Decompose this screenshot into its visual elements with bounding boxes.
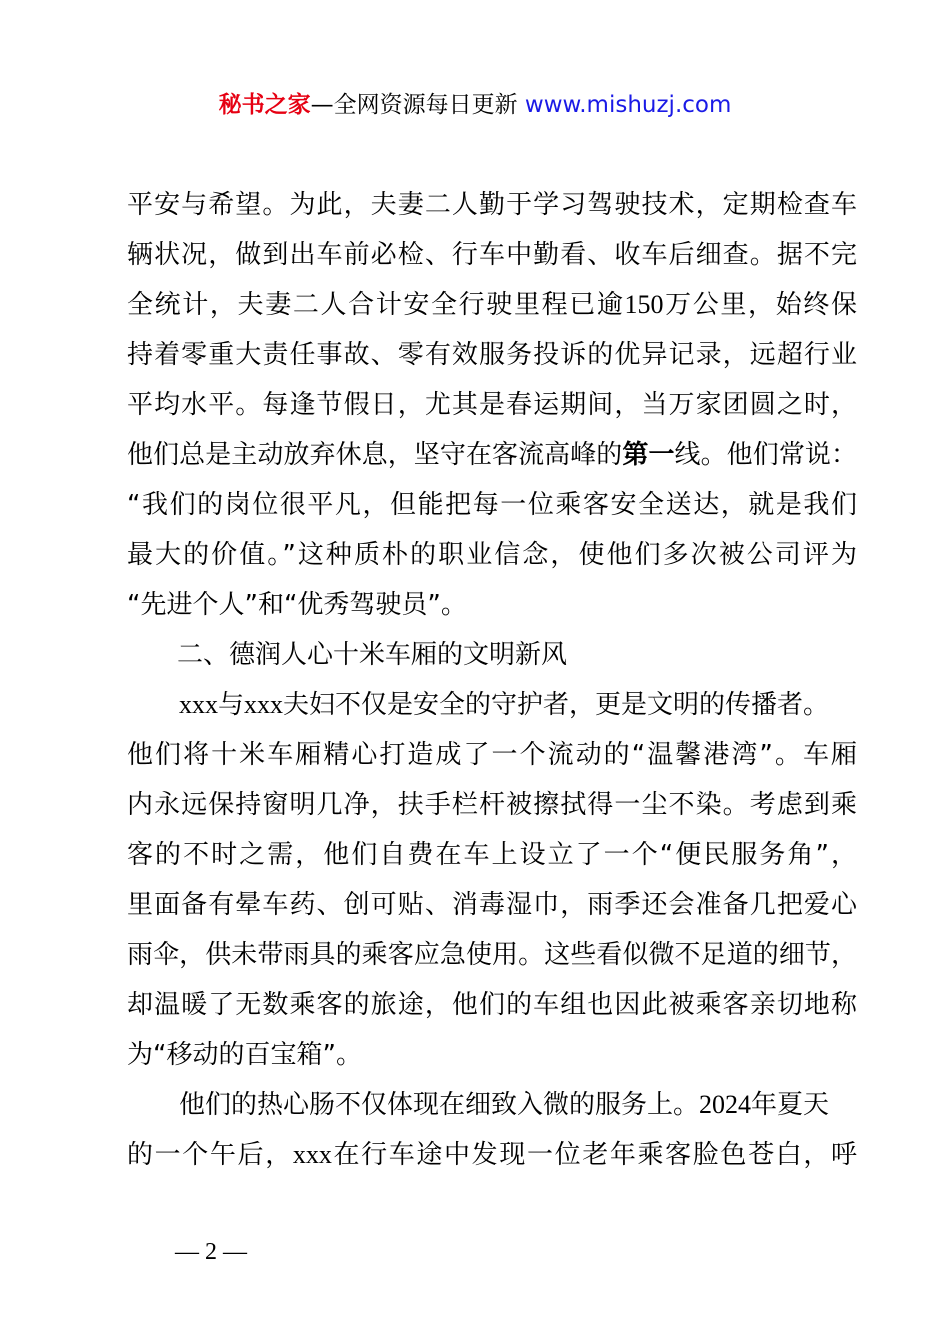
text-fragment: 夫妇不仅是安全的守护者，更是文明的传播者。 [283,690,830,720]
document-body [127,180,857,1180]
text-line [127,1130,857,1180]
header-tagline: —全网资源每日更新 [310,92,518,118]
text-line [127,1080,857,1130]
person-name: xxx [179,690,218,719]
site-header [0,88,950,122]
text-line [127,430,857,480]
site-url-link[interactable]: www.mishuzj.com [524,92,732,118]
text-fragment: 在行车途中发现一位老年乘客脸色苍白，呼 [331,1140,857,1170]
text-fragment: 全统计，夫妻二人合计安全行驶里程已逾 [127,290,625,320]
text-fragment: 万公里，始终保 [663,290,857,320]
text-line: 最大的价值。”这种质朴的职业信念，使他们多次被公司评为 [127,540,857,570]
text-line: 他们将十米车厢精心打造成了一个流动的“温馨港湾”。车厢 [127,740,857,770]
text-line: 持着零重大责任事故、零有效服务投诉的优异记录，远超行业 [127,340,857,370]
text-line: “先进个人”和“优秀驾驶员”。 [127,590,467,620]
text-line: 平安与希望。为此，夫妻二人勤于学习驾驶技术，定期检查车 [127,190,857,220]
text-line: 客的不时之需，他们自费在车上设立了一个“便民服务角”， [127,840,857,870]
text-line [127,680,857,730]
person-name: xxx [292,1140,332,1169]
section-heading: 二、德润人心十米车厢的文明新风 [177,640,568,670]
text-line: 里面备有晕车药、创可贴、消毒湿巾，雨季还会准备几把爱心 [127,890,857,920]
text-line: 辆状况，做到出车前必检、行车中勤看、收车后细查。据不完 [127,240,857,270]
text-fragment: 年夏天 [751,1090,830,1120]
text-fragment: 的一个午后， [127,1140,293,1170]
text-fragment: 他们总是主动放弃休息，坚守在客流高峰的 [127,440,623,470]
text-fragment: 与 [218,690,245,720]
text-line: 平均水平。每逢节假日，尤其是春运期间，当万家团圆之时， [127,390,857,420]
text-line: 却温暖了无数乘客的旅途，他们的车组也因此被乘客亲切地称 [127,990,857,1020]
text-line: “我们的岗位很平凡，但能把每一位乘客安全送达，就是我们 [127,490,857,520]
text-line: 内永远保持窗明几净，扶手栏杆被擦拭得一尘不染。考虑到乘 [127,790,857,820]
text-fragment: 线。他们常说： [674,440,857,470]
page-number: — 2 — [175,1239,247,1265]
text-line: 雨伞，供未带雨具的乘客应急使用。这些看似微不足道的细节， [127,940,857,970]
mileage-number: 150 [624,290,664,319]
person-name: xxx [244,690,284,719]
text-line [127,280,857,330]
text-fragment: 他们的热心肠不仅体现在细致入微的服务上。 [179,1090,700,1120]
bold-text: 第一 [622,440,675,470]
text-line: 为“移动的百宝箱”。 [127,1040,362,1070]
brand-name: 秘书之家 [218,92,311,118]
year-number: 2024 [699,1090,752,1119]
